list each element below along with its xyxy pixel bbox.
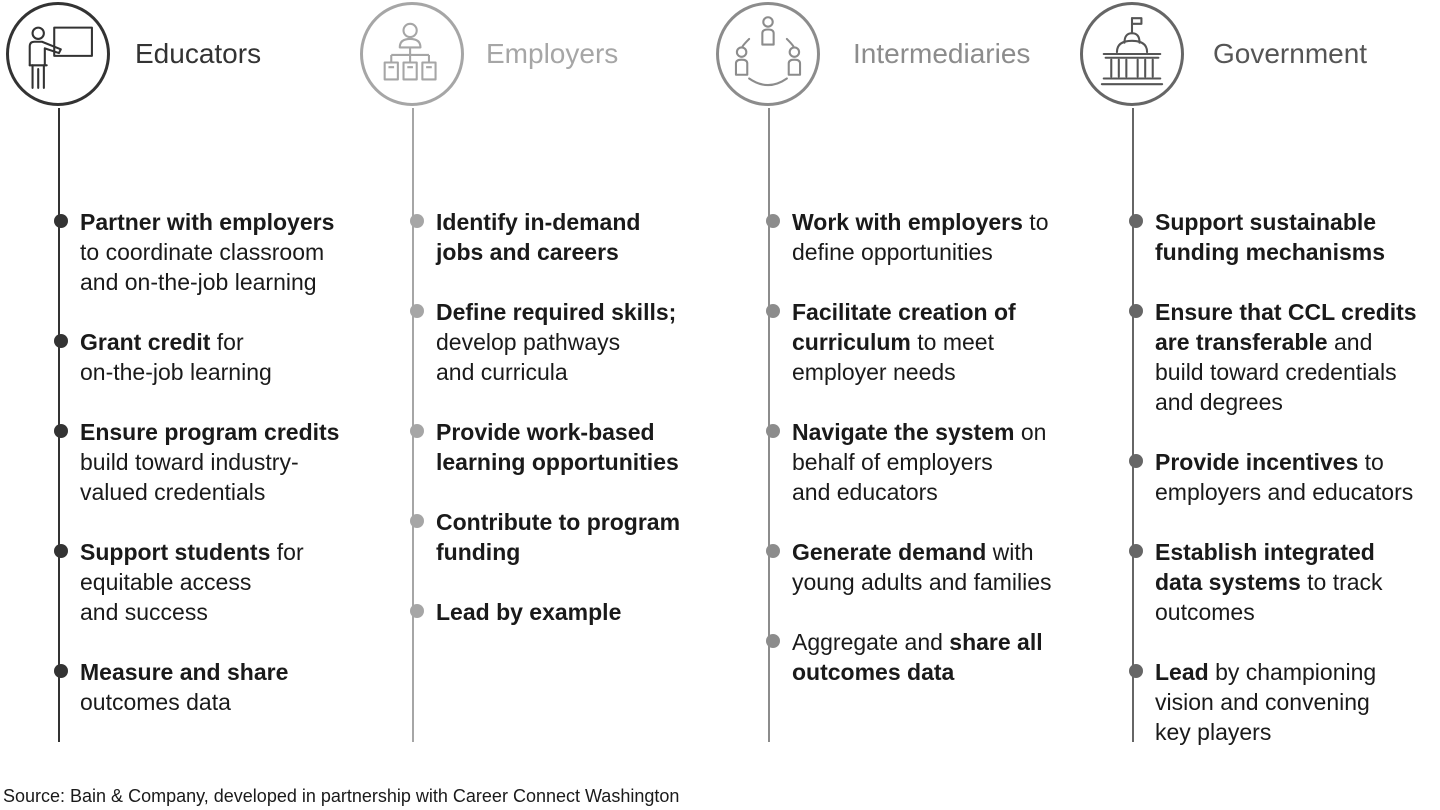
bold-text: Identify in-demand (436, 209, 641, 235)
bullet-item (436, 507, 680, 567)
bullet-text-line (792, 417, 1052, 447)
bullet-text-line (80, 477, 339, 507)
bullet-item (80, 327, 339, 387)
bullet-dot-icon (410, 514, 424, 528)
bullet-dot-icon (410, 604, 424, 618)
regular-text: define opportunities (792, 239, 993, 265)
regular-text: employers and educators (1155, 479, 1414, 505)
regular-text: and curricula (436, 359, 568, 385)
bullet-dot-icon (766, 214, 780, 228)
regular-text: build toward industry- (80, 449, 299, 475)
bold-text: jobs and careers (436, 239, 619, 265)
regular-text: valued credentials (80, 479, 266, 505)
item-list (436, 207, 680, 657)
regular-text: equitable access (80, 569, 252, 595)
bullet-item (1155, 657, 1417, 747)
bullet-text-line (792, 657, 1052, 687)
regular-text: key players (1155, 719, 1272, 745)
bullet-text-line (1155, 327, 1417, 357)
bullet-text-line (436, 507, 680, 537)
bullet-text-line (1155, 447, 1417, 477)
bold-text: Provide incentives (1155, 449, 1359, 475)
bold-text: Contribute to program (436, 509, 681, 535)
bullet-dot-icon (54, 214, 68, 228)
bullet-text-line (792, 447, 1052, 477)
capitol-building-icon (1080, 2, 1184, 106)
regular-text: and (1327, 329, 1373, 355)
people-network-icon (716, 2, 820, 106)
bullet-text-line (1155, 297, 1417, 327)
regular-text: vision and convening (1155, 689, 1370, 715)
bullet-dot-icon (766, 544, 780, 558)
source-note: Source: Bain & Company, developed in partnership with Career Connect Washington (3, 786, 680, 806)
regular-text: to coordinate classroom (80, 239, 325, 265)
bullet-text-line (1155, 477, 1417, 507)
teacher-board-icon (6, 2, 110, 106)
bullet-text-line (792, 627, 1052, 657)
regular-text: on-the-job learning (80, 359, 272, 385)
bold-text: Navigate the system (792, 419, 1015, 445)
bullet-text-line (80, 657, 339, 687)
regular-text: to (1022, 209, 1049, 235)
bullet-text-line (792, 297, 1052, 327)
bold-text: Generate demand (792, 539, 987, 565)
bullet-text-line (1155, 357, 1417, 387)
bullet-item (792, 417, 1052, 507)
regular-text: to (1358, 449, 1384, 475)
timeline-line (1132, 108, 1134, 742)
bullet-dot-icon (1129, 544, 1143, 558)
regular-text: young adults and families (792, 569, 1052, 595)
bullet-text-line (792, 477, 1052, 507)
bold-text: Lead (1155, 659, 1209, 685)
bullet-text-line (1155, 717, 1417, 747)
regular-text: by championing (1208, 659, 1377, 685)
bullet-text-line (1155, 687, 1417, 717)
bullet-text-line (80, 417, 339, 447)
bold-text: Partner with employers (80, 209, 335, 235)
bullet-text-line (1155, 537, 1417, 567)
bold-text: Establish integrated (1155, 539, 1375, 565)
bullet-item (80, 537, 339, 627)
bold-text: share all (949, 629, 1043, 655)
column-title: Government (1213, 38, 1368, 69)
bullet-text-line (792, 357, 1052, 387)
bullet-text-line (436, 297, 680, 327)
item-list (1155, 207, 1417, 777)
regular-text: for (270, 539, 304, 565)
bold-text: are transferable (1155, 329, 1328, 355)
bold-text: Work with employers (792, 209, 1023, 235)
bold-text: Measure and share (80, 659, 289, 685)
column-title: Educators (135, 38, 262, 69)
bold-text: Define required skills; (436, 299, 677, 325)
regular-text: develop pathways (436, 329, 621, 355)
bullet-item (436, 207, 680, 267)
bullet-text-line (436, 207, 680, 237)
regular-text: outcomes data (80, 689, 231, 715)
item-list (792, 207, 1052, 717)
regular-text: employer needs (792, 359, 956, 385)
regular-text: and on-the-job learning (80, 269, 317, 295)
regular-text: to track (1300, 569, 1383, 595)
bullet-text-line (80, 597, 339, 627)
bold-text: learning opportunities (436, 449, 679, 475)
bullet-item (1155, 297, 1417, 417)
bold-text: funding (436, 539, 521, 565)
bullet-text-line (80, 327, 339, 357)
regular-text: outcomes (1155, 599, 1255, 625)
bold-text: outcomes data (792, 659, 955, 685)
regular-text: Aggregate and (792, 629, 950, 655)
bullet-item (792, 207, 1052, 267)
bullet-item (436, 417, 680, 477)
bullet-dot-icon (410, 424, 424, 438)
bullet-dot-icon (54, 544, 68, 558)
bullet-text-line (436, 447, 680, 477)
bullet-dot-icon (54, 664, 68, 678)
bullet-text-line (1155, 237, 1417, 267)
bullet-item (80, 417, 339, 507)
bold-text: Ensure that CCL credits (1155, 299, 1417, 325)
bullet-dot-icon (1129, 454, 1143, 468)
bullet-item (436, 297, 680, 387)
bullet-dot-icon (54, 334, 68, 348)
bold-text: Ensure program credits (80, 419, 340, 445)
column-title: Employers (486, 38, 619, 69)
bullet-text-line (1155, 657, 1417, 687)
column-title: Intermediaries (853, 38, 1031, 69)
bullet-text-line (436, 417, 680, 447)
bullet-item (80, 657, 339, 717)
bullet-dot-icon (410, 304, 424, 318)
bullet-text-line (1155, 207, 1417, 237)
bullet-dot-icon (766, 424, 780, 438)
bullet-text-line (436, 327, 680, 357)
bullet-dot-icon (1129, 214, 1143, 228)
bullet-text-line (80, 357, 339, 387)
regular-text: build toward credentials (1155, 359, 1397, 385)
regular-text: to meet (910, 329, 994, 355)
bullet-item (436, 597, 680, 627)
bold-text: Lead by example (436, 599, 622, 625)
bullet-item (792, 297, 1052, 387)
org-chart-icon (360, 2, 464, 106)
bullet-text-line (80, 447, 339, 477)
bold-text: Provide work-based (436, 419, 655, 445)
bold-text: Support sustainable (1155, 209, 1377, 235)
bullet-text-line (1155, 387, 1417, 417)
regular-text: behalf of employers (792, 449, 993, 475)
bullet-item (792, 537, 1052, 597)
bullet-text-line (1155, 567, 1417, 597)
bullet-text-line (792, 207, 1052, 237)
regular-text: for (210, 329, 244, 355)
bullet-item (80, 207, 339, 297)
bullet-text-line (80, 537, 339, 567)
bold-text: Support students (80, 539, 271, 565)
bullet-text-line (80, 567, 339, 597)
bullet-text-line (436, 597, 680, 627)
bold-text: Grant credit (80, 329, 211, 355)
bullet-text-line (792, 237, 1052, 267)
bullet-item (1155, 207, 1417, 267)
bold-text: curriculum (792, 329, 911, 355)
bullet-dot-icon (1129, 664, 1143, 678)
bullet-item (1155, 537, 1417, 627)
bold-text: Facilitate creation of (792, 299, 1016, 325)
bold-text: data systems (1155, 569, 1301, 595)
bullet-dot-icon (766, 304, 780, 318)
regular-text: with (986, 539, 1034, 565)
bullet-text-line (1155, 597, 1417, 627)
bullet-text-line (80, 687, 339, 717)
bullet-dot-icon (54, 424, 68, 438)
regular-text: and degrees (1155, 389, 1283, 415)
bullet-dot-icon (766, 634, 780, 648)
bullet-text-line (80, 267, 339, 297)
bullet-text-line (792, 327, 1052, 357)
regular-text: and educators (792, 479, 938, 505)
bullet-dot-icon (1129, 304, 1143, 318)
bullet-text-line (436, 237, 680, 267)
bold-text: funding mechanisms (1155, 239, 1386, 265)
item-list (80, 207, 339, 747)
bullet-item (1155, 447, 1417, 507)
bullet-text-line (792, 567, 1052, 597)
bullet-text-line (792, 537, 1052, 567)
bullet-text-line (436, 537, 680, 567)
regular-text: and success (80, 599, 208, 625)
bullet-text-line (436, 357, 680, 387)
regular-text: on (1014, 419, 1047, 445)
bullet-text-line (80, 237, 339, 267)
bullet-item (792, 627, 1052, 687)
bullet-dot-icon (410, 214, 424, 228)
bullet-text-line (80, 207, 339, 237)
